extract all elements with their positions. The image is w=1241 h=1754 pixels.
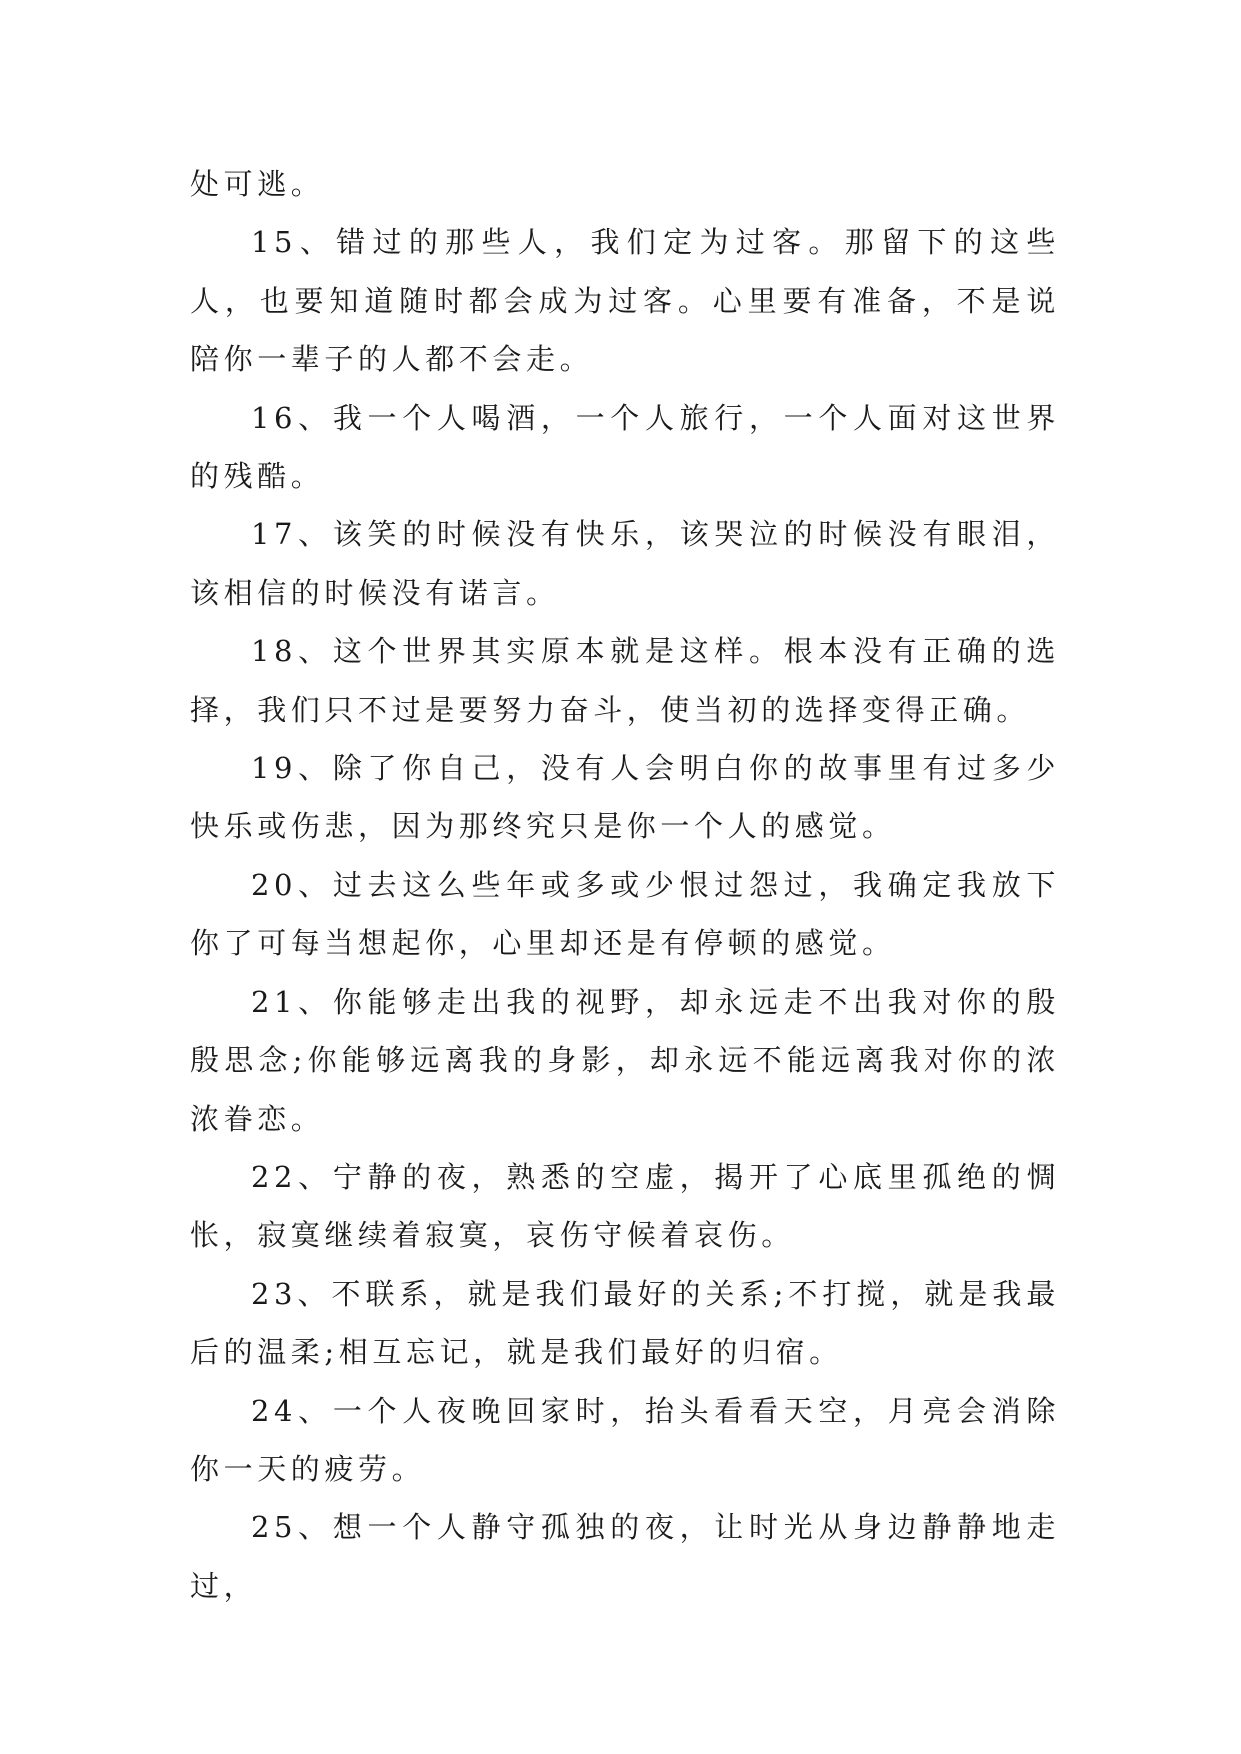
paragraph-item-24: 24、一个人夜晚回家时，抬头看看天空，月亮会消除你一天的疲劳。: [190, 1393, 1060, 1486]
paragraph-item-22: 22、宁静的夜，熟悉的空虚，揭开了心底里孤绝的惆怅，寂寞继续着寂寞，哀伤守候着哀伤。: [190, 1159, 1060, 1253]
paragraph-item-18: 18、这个世界其实原本就是这样。根本没有正确的选择，我们只不过是要努力奋斗，使当初的选择变得正确。: [190, 634, 1060, 727]
paragraph-item-23: 23、不联系，就是我们最好的关系;不打搅，就是我最后的温柔;相互忘记，就是我们最好的归宿。: [190, 1276, 1060, 1370]
paragraph-item-20: 20、过去这么些年或多或少恨过怨过，我确定我放下你了可每当想起你，心里却还是有停顿的感觉。: [190, 867, 1060, 961]
document-body: [190, 155, 1060, 1615]
paragraph-item-21: 21、你能够走出我的视野，却永远走不出我对你的殷殷思念;你能够远离我的身影，却永远不能远离我对你的浓浓眷恋。: [190, 984, 1060, 1136]
paragraph-continuation: 处可逃。: [190, 167, 325, 201]
paragraph-item-17: 17、该笑的时候没有快乐，该哭泣的时候没有眼泪，该相信的时候没有诺言。: [190, 517, 1060, 610]
paragraph-item-15: 15、错过的那些人，我们定为过客。那留下的这些人，也要知道随时都会成为过客。心里要有准备，不是说陪你一辈子的人都不会走。: [190, 225, 1060, 377]
paragraph-item-25: 25、想一个人静守孤独的夜，让时光从身边静静地走过，: [190, 1510, 1060, 1603]
paragraph-item-19: 19、除了你自己，没有人会明白你的故事里有过多少快乐或伤悲，因为那终究只是你一个人的感觉。: [190, 751, 1060, 844]
paragraph-item-16: 16、我一个人喝酒，一个人旅行，一个人面对这世界的残酷。: [190, 400, 1060, 494]
